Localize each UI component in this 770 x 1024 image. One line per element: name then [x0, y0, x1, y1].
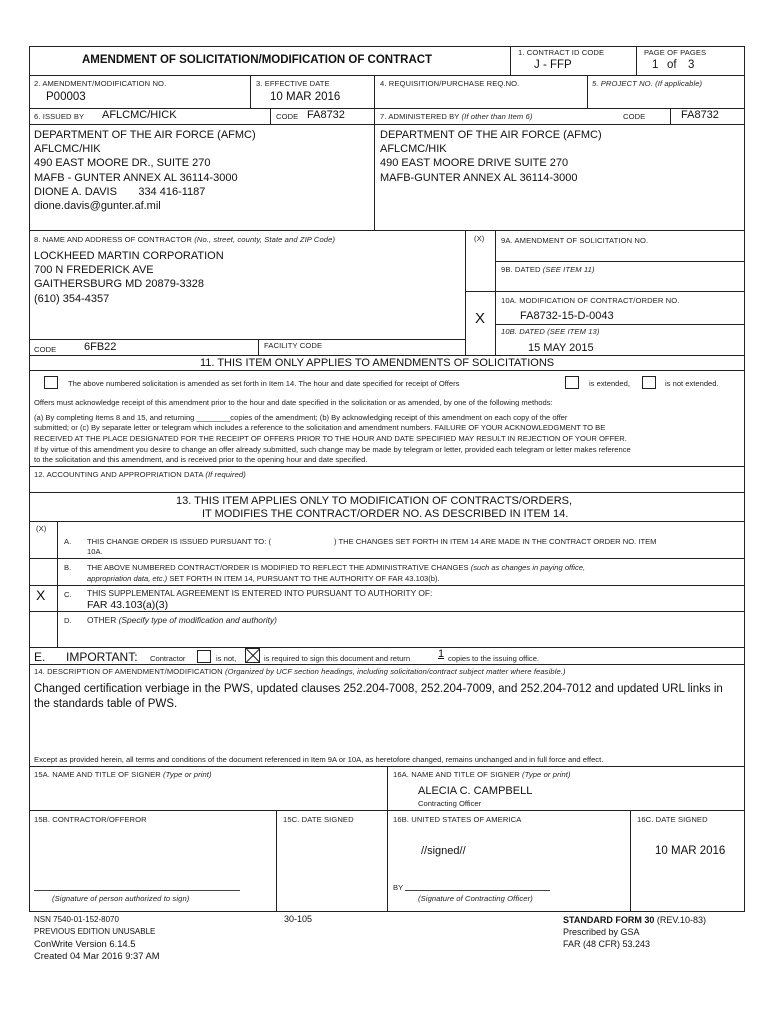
- item-e-copies-count: 1: [438, 648, 445, 660]
- issued-address: DEPARTMENT OF THE AIR FORCE (AFMC) AFLCMC/HIK 490 EAST MOORE DR., SUITE 270 MAFB - GUNTER ANNEX AL 36114-3000 DIONE A. DAVIS 334 416-1187 dione.davis@gunter.af.mil: [34, 129, 256, 213]
- frame-right: [744, 46, 745, 912]
- item13-a-text3: 10A.: [87, 547, 103, 556]
- admin-code-value: FA8732: [681, 109, 719, 121]
- page-of-pages-label: PAGE OF PAGES: [644, 48, 707, 57]
- amendment-no-label: 2. AMENDMENT/MODIFICATION NO.: [34, 79, 167, 88]
- by-label: BY: [393, 883, 404, 892]
- item13-c-text2: FAR 43.103(a)(3): [87, 599, 169, 611]
- dated-10b-label: 10B. DATED (SEE ITEM 13): [501, 327, 600, 336]
- is-not-extended-checkbox[interactable]: [642, 376, 656, 389]
- item-e-important: IMPORTANT:: [66, 650, 138, 664]
- amendment-no-value: P00003: [46, 91, 86, 103]
- footer-left: NSN 7540-01-152-8070 PREVIOUS EDITION UNUSABLE ConWrite Version 6.14.5 Created 04 Mar 2016 9:37 AM: [34, 915, 160, 961]
- contractor-code-label: CODE: [34, 345, 57, 354]
- issued-code-value: FA8732: [307, 109, 345, 121]
- contractor-is-not-checkbox[interactable]: [197, 650, 211, 663]
- item14-text2: the standards table of PWS.: [34, 698, 178, 710]
- item-e-copies-text: copies to the issuing office.: [448, 654, 540, 663]
- item11-line3: (a) By completing Items 8 and 15, and returning ________copies of the amendment; (b) By acknowledging receipt of this amendment on each copy of the offer: [34, 413, 568, 422]
- item13-a-letter: A.: [64, 537, 72, 546]
- item13-b-text2: appropriation data, etc.) SET FORTH IN ITEM 14, PURSUANT TO THE AUTHORITY OF FAR 43.103(b).: [87, 574, 440, 583]
- item11-line1: The above numbered solicitation is amended as set forth in Item 14. The hour and date specified for receipt of Offers: [68, 379, 460, 388]
- s15a-label: 15A. NAME AND TITLE OF SIGNER (Type or print): [34, 770, 212, 779]
- s15c-label: 15C. DATE SIGNED: [283, 815, 354, 824]
- page-total: 3: [688, 59, 695, 71]
- item13-a-text1: THIS CHANGE ORDER IS ISSUED PURSUANT TO: (: [87, 537, 271, 546]
- footer-right: STANDARD FORM 30 (REV.10-83) Prescribed by GSA FAR (48 CFR) 53.243: [563, 915, 707, 949]
- item13-c-x-mark: X: [36, 587, 46, 603]
- item13-d-letter: D.: [64, 616, 72, 625]
- item12-label: 12. ACCOUNTING AND APPROPRIATION DATA (If required): [34, 470, 246, 479]
- item-e-letter: E.: [34, 650, 46, 664]
- s16b-label: 16B. UNITED STATES OF AMERICA: [393, 815, 522, 824]
- admin-code-label: CODE: [623, 112, 646, 121]
- page-current: 1: [652, 59, 659, 71]
- requisition-label: 4. REQUISITION/PURCHASE REQ.NO.: [380, 79, 520, 88]
- item11-heading: 11. THIS ITEM ONLY APPLIES TO AMENDMENTS OF SOLICITATIONS: [200, 357, 555, 369]
- is-extended-label: is extended,: [589, 379, 630, 388]
- contractor-label: 8. NAME AND ADDRESS OF CONTRACTOR (No., street, county, State and ZIP Code): [34, 235, 336, 244]
- s16c-label: 16C. DATE SIGNED: [637, 815, 708, 824]
- contractor-signature-line[interactable]: [34, 890, 240, 891]
- project-no-label: 5. PROJECT NO. (If applicable): [592, 79, 703, 88]
- admin-address: DEPARTMENT OF THE AIR FORCE (AFMC) AFLCMC/HIK 490 EAST MOORE DRIVE SUITE 270 MAFB-GUNTER ANNEX AL 36114-3000: [380, 129, 602, 184]
- form-title: AMENDMENT OF SOLICITATION/MODIFICATION OF CONTRACT: [82, 54, 433, 66]
- item14-label: 14. DESCRIPTION OF AMENDMENT/MODIFICATION (Organized by UCF section headings, including solicitation/contract subject matter where feasible.): [34, 667, 566, 676]
- sig-officer-label: (Signature of Contracting Officer): [418, 894, 533, 903]
- issued-code-label: CODE: [276, 112, 299, 121]
- s16a-title: Contracting Officer: [418, 799, 482, 808]
- item13-a-text2: ) THE CHANGES SET FORTH IN ITEM 14 ARE MADE IN THE CONTRACT ORDER NO. ITEM: [334, 537, 657, 546]
- effective-date-label: 3. EFFECTIVE DATE: [256, 79, 330, 88]
- item14-text1: Changed certification verbiage in the PWS, updated clauses 252.204-7008, 252.204-7009, and 252.204-7012 and updated URL links in: [34, 683, 723, 695]
- item-e-is-required: is required to sign this document and return: [264, 654, 411, 663]
- item11-line2: Offers must acknowledge receipt of this amendment prior to the hour and date specified in the solicitation or as amended, by one of the following methods:: [34, 398, 553, 407]
- item13-b-text1: THE ABOVE NUMBERED CONTRACT/ORDER IS MODIFIED TO REFLECT THE ADMINISTRATIVE CHANGES (such as changes in paying office,: [87, 563, 586, 572]
- item13-c-letter: C.: [64, 590, 72, 599]
- sig-person-label: (Signature of person authorized to sign): [52, 894, 190, 903]
- contract-id-label: 1. CONTRACT ID CODE: [518, 48, 605, 57]
- x-column-label: (X): [474, 234, 485, 243]
- is-extended-checkbox[interactable]: [565, 376, 579, 389]
- item13-heading2: IT MODIFIES THE CONTRACT/ORDER NO. AS DESCRIBED IN ITEM 14.: [202, 508, 569, 520]
- s15b-label: 15B. CONTRACTOR/OFFEROR: [34, 815, 147, 824]
- mod-contract-x-mark: X: [475, 310, 486, 327]
- issued-by-label: 6. ISSUED BY: [34, 112, 85, 121]
- s16a-label: 16A. NAME AND TITLE OF SIGNER (Type or print): [393, 770, 571, 779]
- item13-b-letter: B.: [64, 563, 72, 572]
- amendment-sol-label: 9A. AMENDMENT OF SOLICITATION NO.: [501, 236, 649, 245]
- item13-heading1: 13. THIS ITEM APPLIES ONLY TO MODIFICATION OF CONTRACTS/ORDERS,: [176, 495, 573, 507]
- mod-contract-value: FA8732-15-D-0043: [520, 310, 614, 322]
- item11-line7: to the solicitation and this amendment, and is received prior to the opening hour and date specified.: [34, 455, 368, 464]
- administered-by-label: 7. ADMINISTERED BY (If other than Item 6): [380, 112, 533, 121]
- contractor-is-required-checkbox[interactable]: [245, 648, 260, 663]
- effective-date-value: 10 MAR 2016: [270, 91, 341, 103]
- item13-x-label: (X): [36, 524, 47, 533]
- contractor-address: LOCKHEED MARTIN CORPORATION 700 N FREDERICK AVE GAITHERSBURG MD 20879-3328 (610) 354-4357: [34, 250, 224, 305]
- item11-line4: submitted; or (c) By separate letter or telegram which includes a reference to the solicitation and amendment numbers. FAILURE OF YOUR ACKNOWLEDGMENT TO BE: [34, 423, 606, 432]
- s16c-value: 10 MAR 2016: [655, 845, 726, 857]
- item-e-contractor: Contractor: [150, 654, 186, 663]
- mod-contract-label: 10A. MODIFICATION OF CONTRACT/ORDER NO.: [501, 296, 680, 305]
- page-of: of: [667, 59, 677, 71]
- frame-left: [29, 46, 30, 912]
- item-e-is-not: is not,: [216, 654, 237, 663]
- dated-10b-value: 15 MAY 2015: [528, 342, 594, 354]
- is-not-extended-label: is not extended.: [665, 379, 719, 388]
- issued-by-value: AFLCMC/HICK: [102, 109, 177, 121]
- dated-9b-label: 9B. DATED (SEE ITEM 11): [501, 265, 595, 274]
- item13-d-text: OTHER (Specify type of modification and authority): [87, 615, 277, 625]
- s16b-value: //signed//: [421, 845, 466, 857]
- item11-line6: If by virtue of this amendment you desire to change an offer already submitted, such change may be made by telegram or letter, provided each telegram or letter makes reference: [34, 445, 631, 454]
- item11-line5: RECEIVED AT THE PLACE DESIGNATED FOR THE RECEIPT OF OFFERS PRIOR TO THE HOUR AND DATE SPECIFIED MAY RESULT IN REJECTION OF YOUR OFFER.: [34, 434, 627, 443]
- frame-bottom: [29, 911, 744, 912]
- solicitation-amended-checkbox[interactable]: [44, 376, 58, 389]
- except-text: Except as provided herein, all terms and conditions of the document referenced in Item 9A or 10A, as heretofore changed, remains unchanged and in full force and effect.: [34, 755, 604, 764]
- form-number: 30-105: [284, 914, 313, 924]
- s16a-name: ALECIA C. CAMPBELL: [418, 785, 533, 797]
- facility-code-label: FACILITY CODE: [264, 341, 323, 350]
- officer-signature-line[interactable]: [405, 890, 550, 891]
- contract-id-value: J - FFP: [534, 59, 572, 71]
- item13-c-text1: THIS SUPPLEMENTAL AGREEMENT IS ENTERED INTO PURSUANT TO AUTHORITY OF:: [87, 588, 433, 598]
- contractor-code-value: 6FB22: [84, 341, 117, 353]
